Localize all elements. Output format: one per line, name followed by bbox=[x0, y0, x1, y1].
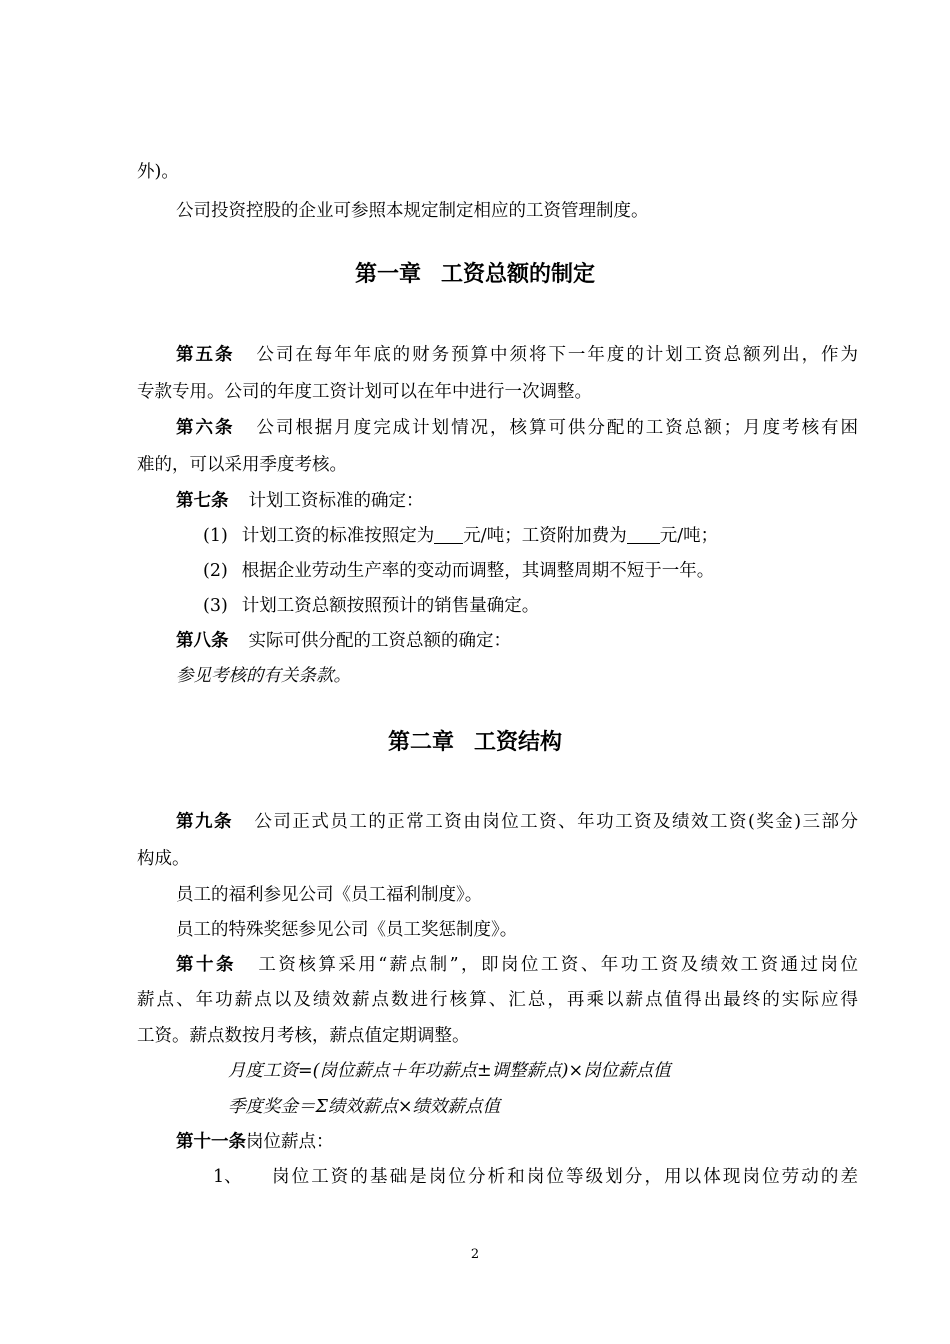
chapter1-heading bbox=[0, 260, 950, 290]
continuation-text: 外)。 bbox=[137, 162, 179, 182]
article8-line bbox=[176, 629, 511, 653]
article11-item1-text: 岗位工资的基础是岗位分析和岗位等级划分，用以体现岗位劳动的差 bbox=[272, 1167, 858, 1187]
article5-line2: 专款专用。公司的年度工资计划可以在年中进行一次调整。 bbox=[137, 382, 592, 402]
article8-note: 参见考核的有关条款。 bbox=[176, 666, 351, 686]
article5-text1: 公司在每年年底的财务预算中须将下一年度的计划工资总额列出，作为 bbox=[254, 345, 859, 365]
article8-text: 实际可供分配的工资总额的确定： bbox=[248, 631, 511, 651]
blank-fill-field bbox=[627, 525, 660, 544]
article9-line2: 构成。 bbox=[137, 849, 190, 869]
article10-label: 第十条 bbox=[176, 955, 236, 975]
article7-text: 计划工资标准的确定： bbox=[248, 491, 424, 511]
article9-line1 bbox=[176, 810, 858, 834]
article7-item3 bbox=[203, 594, 539, 618]
article10-line1 bbox=[176, 953, 858, 977]
article10-line3: 工资。薪点数按月考核，薪点值定期调整。 bbox=[137, 1026, 470, 1046]
article5-line1 bbox=[176, 343, 858, 367]
monthly-wage-formula: 月度工资=(岗位薪点＋年功薪点±调整薪点)×岗位薪点值 bbox=[228, 1061, 671, 1081]
article7-item2-text: 根据企业劳动生产率的变动而调整，其调整周期不短于一年。 bbox=[241, 561, 715, 581]
article6-line2: 难的，可以采用季度考核。 bbox=[137, 455, 347, 475]
article11-item1-number: 1、 bbox=[213, 1167, 242, 1187]
blank-fill-field bbox=[434, 525, 463, 544]
article7-label: 第七条 bbox=[176, 491, 229, 511]
quarterly-bonus-formula: 季度奖金＝Σ绩效薪点×绩效薪点值 bbox=[228, 1097, 501, 1117]
chapter2-heading bbox=[0, 728, 950, 758]
article7-item1-text-mid: 元/吨；工资附加费为 bbox=[463, 526, 627, 546]
article7-item1 bbox=[203, 524, 718, 548]
article8-label: 第八条 bbox=[176, 631, 229, 651]
article11-text: 岗位薪点： bbox=[246, 1132, 334, 1152]
article7-item2-number: (2) bbox=[203, 561, 228, 581]
article5-label: 第五条 bbox=[176, 345, 235, 365]
article7-item1-number: (1) bbox=[203, 526, 228, 546]
chapter1-title: 工资总额的制定 bbox=[441, 262, 596, 287]
article7-item3-number: (3) bbox=[203, 596, 228, 616]
article7-item2 bbox=[203, 559, 714, 583]
chapter2-number: 第二章 bbox=[387, 730, 454, 755]
article11-label: 第十一条 bbox=[176, 1132, 246, 1152]
chapter1-number: 第一章 bbox=[354, 262, 421, 287]
chapter2-title: 工资结构 bbox=[474, 730, 563, 755]
article7-item3-text: 计划工资总额按照预计的销售量确定。 bbox=[241, 596, 540, 616]
article7-item1-text-pre: 计划工资的标准按照定为 bbox=[241, 526, 435, 546]
intro-paragraph: 公司投资控股的企业可参照本规定制定相应的工资管理制度。 bbox=[176, 201, 649, 221]
article10-line2: 薪点、年功薪点以及绩效薪点数进行核算、汇总，再乘以薪点值得出最终的实际应得 bbox=[137, 990, 858, 1010]
article11-line bbox=[176, 1130, 334, 1154]
article6-line1 bbox=[176, 416, 858, 440]
page-number: 2 bbox=[470, 1247, 480, 1262]
welfare-reference: 员工的福利参见公司《员工福利制度》。 bbox=[176, 885, 483, 905]
article10-text1: 工资核算采用“薪点制”，即岗位工资、年功工资及绩效工资通过岗位 bbox=[255, 955, 858, 975]
article7-line bbox=[176, 489, 424, 513]
article6-text1: 公司根据月度完成计划情况，核算可供分配的工资总额；月度考核有困 bbox=[254, 418, 859, 438]
article7-item1-text-post: 元/吨； bbox=[659, 526, 719, 546]
article9-label: 第九条 bbox=[176, 812, 233, 832]
article6-label: 第六条 bbox=[176, 418, 235, 438]
rewards-reference: 员工的特殊奖惩参见公司《员工奖惩制度》。 bbox=[176, 920, 518, 940]
article9-text1: 公司正式员工的正常工资由岗位工资、年功工资及绩效工资(奖金)三部分 bbox=[252, 812, 859, 832]
